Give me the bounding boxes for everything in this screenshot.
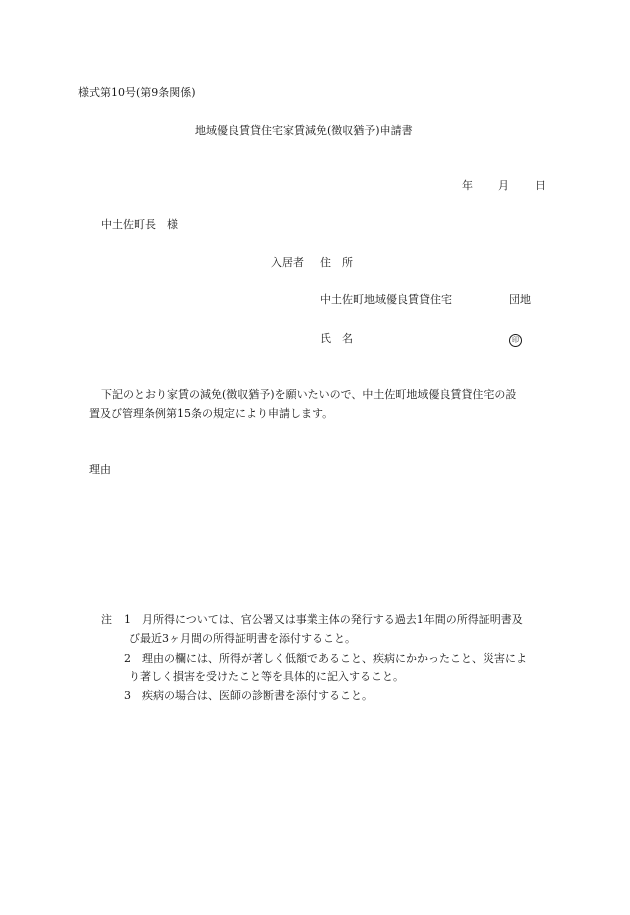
note-3-number: 3 <box>124 689 131 702</box>
document-title: 地域優良賃貸住宅家賃減免(徴収猶予)申請書 <box>195 124 413 137</box>
date-month: 月 <box>498 179 509 192</box>
addressee: 中土佐町長 様 <box>101 218 178 231</box>
notes-label: 注 <box>101 613 112 626</box>
address-value: 中土佐町地域優良賃貸住宅 <box>320 293 452 306</box>
note-2-number: 2 <box>124 652 131 665</box>
applicant-label: 入居者 <box>271 256 304 269</box>
note-1-line-2: び最近3ヶ月間の所得証明書を添付すること。 <box>129 632 356 645</box>
note-1-line-1: 月所得については、官公署又は事業主体の発行する過去1年間の所得証明書及 <box>142 613 523 626</box>
date-year: 年 <box>462 179 473 192</box>
danchi-label: 団地 <box>509 293 531 306</box>
form-number: 様式第10号(第9条関係) <box>78 86 196 99</box>
seal-mark <box>509 332 522 347</box>
body-line-1: 下記のとおり家賃の減免(徴収猶予)を願いたいので、中土佐町地域優良賃貸住宅の設 <box>101 388 517 401</box>
date-day: 日 <box>535 179 546 192</box>
note-2-line-1: 理由の欄には、所得が著しく低額であること、疾病にかかったこと、災害によ <box>142 652 527 665</box>
address-label: 住 所 <box>320 256 353 269</box>
seal-icon: 印 <box>509 334 522 347</box>
note-1-number: 1 <box>124 613 131 626</box>
body-line-2: 置及び管理条例第15条の規定により申請します。 <box>89 407 334 420</box>
reason-label: 理由 <box>89 463 111 476</box>
note-3-line-1: 疾病の場合は、医師の診断書を添付すること。 <box>142 689 373 702</box>
note-2-line-2: り著しく損害を受けたこと等を具体的に記入すること。 <box>129 670 404 683</box>
name-label: 氏 名 <box>320 332 353 345</box>
